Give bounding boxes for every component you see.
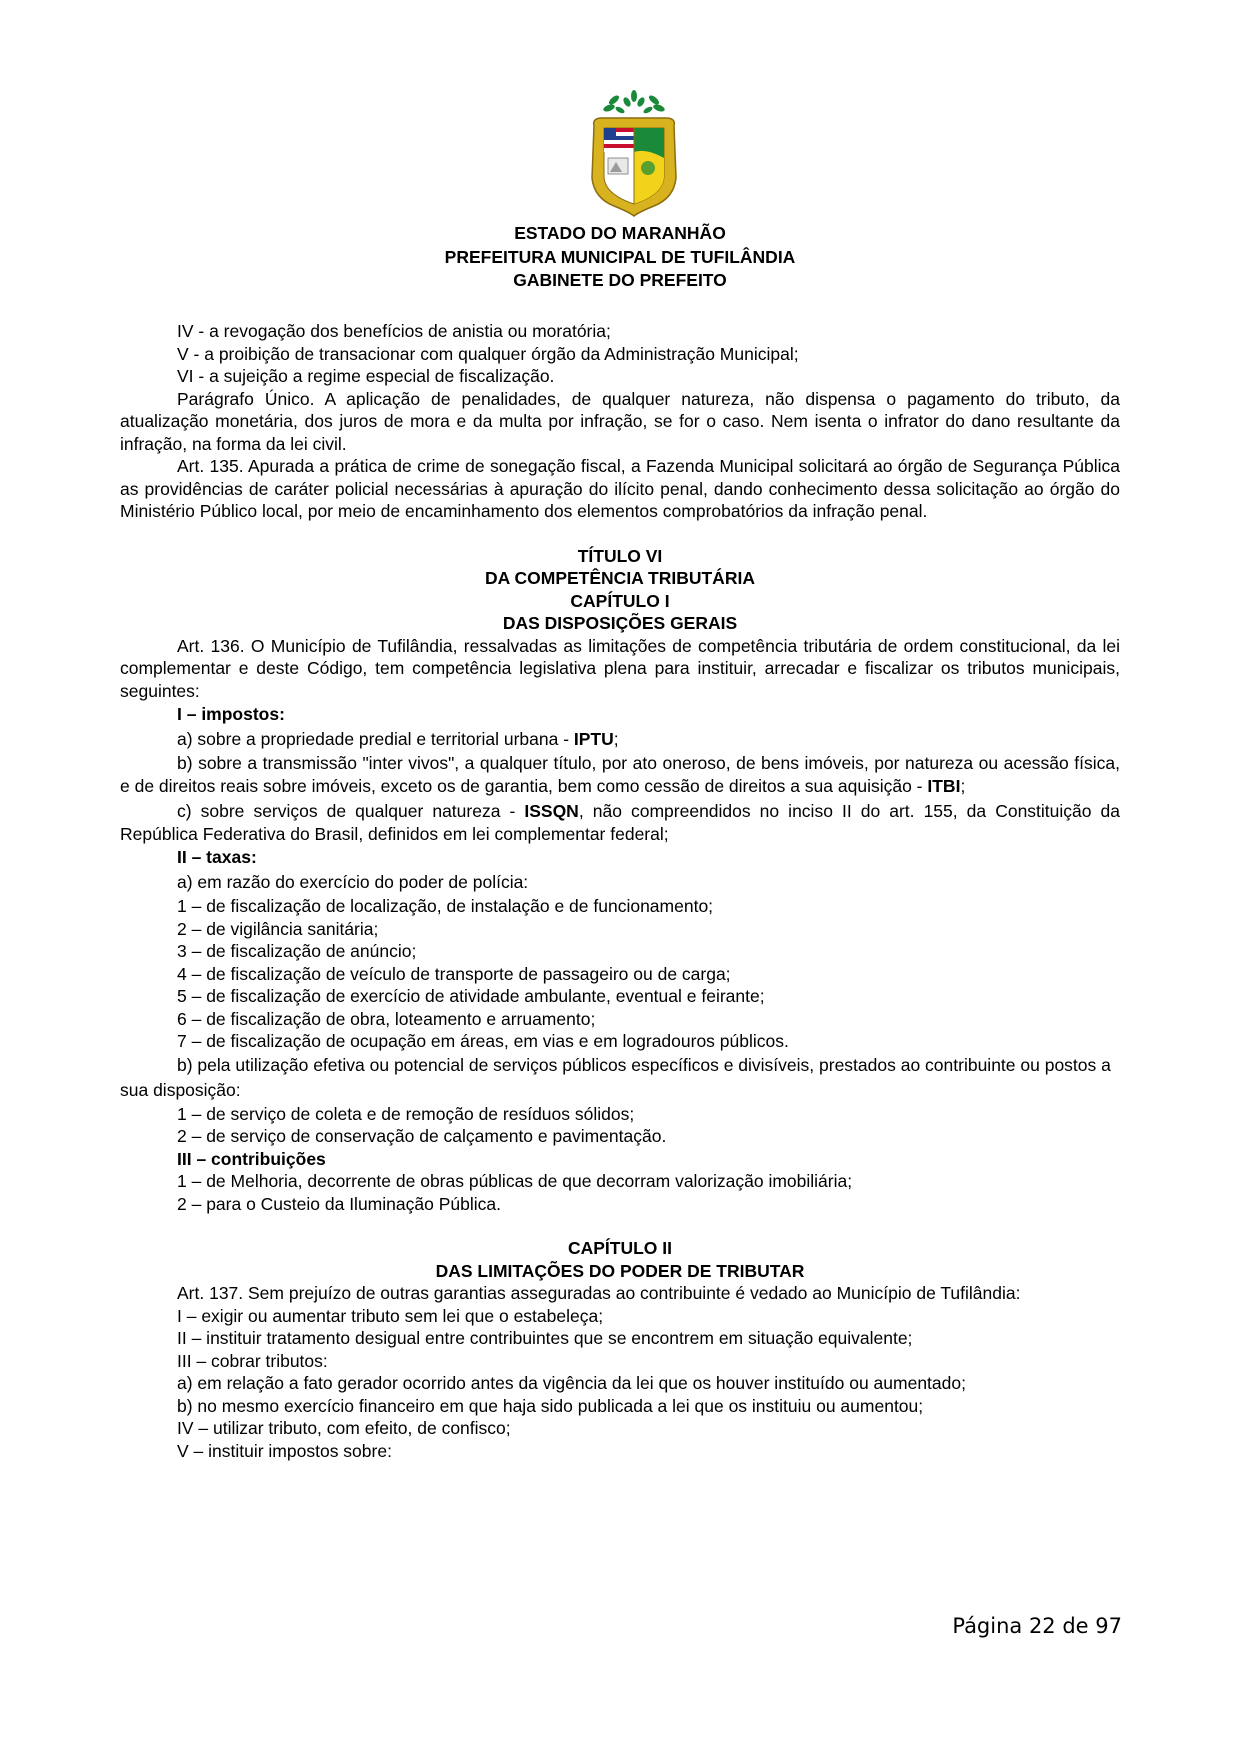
page-number: Página 22 de 97 (952, 1614, 1122, 1638)
item-issqn: c) sobre serviços de qualquer natureza - ISSQN, não compreendidos no inciso II do art. 155, da Constituição da República Federativa do Brasil, definidos em lei complementar federal; (120, 801, 1121, 844)
document-header (120, 222, 1120, 293)
limitacao-iii: III – cobrar tributos: (177, 1350, 328, 1371)
contribuicao-2: 2 – para o Custeio da Iluminação Pública. (177, 1193, 501, 1214)
article-135: Art. 135. Apurada a prática de crime de sonegação fiscal, a Fazenda Municipal solicitará ao órgão de Segurança Pública as providências de caráter policial necessárias à apuração do ilícito penal, dando conhecimento dessa solicitação ao órgão do Ministério Público local, por meio de encaminhamento dos elementos comprobatórios da infração penal. (120, 456, 1120, 521)
servico-2: 2 – de serviço de conservação de calçamento e pavimentação. (177, 1126, 667, 1146)
servico-1: 1 – de serviço de coleta e de remoção de resíduos sólidos; (177, 1103, 635, 1124)
item-v: V - a proibição de transacionar com qualquer órgão da Administração Municipal; (177, 343, 799, 364)
header-state: ESTADO DO MARANHÃO (514, 223, 726, 243)
document-body (120, 320, 1120, 1462)
item-iptu: a) sobre a propriedade predial e territorial urbana - IPTU; (177, 729, 619, 749)
taxa-b: b) pela utilização efetiva ou potencial de serviços públicos específicos e divisíveis, prestados ao contribuinte ou postos a sua disposição: (120, 1054, 1111, 1100)
title-vi: TÍTULO VI (577, 545, 663, 566)
limitacao-iii-b: b) no mesmo exercício financeiro em que haja sido publicada a lei que os instituiu ou aumentou; (177, 1395, 924, 1416)
header-office: GABINETE DO PREFEITO (513, 270, 727, 290)
taxa-1: 1 – de fiscalização de localização, de instalação e de funcionamento; (177, 896, 714, 916)
item-impostos: I – impostos: (177, 704, 285, 724)
limitacao-v: V – instituir impostos sobre: (177, 1440, 392, 1461)
item-iv: IV - a revogação dos benefícios de anistia ou moratória; (177, 321, 611, 341)
taxa-a: a) em razão do exercício do poder de polícia: (177, 872, 529, 892)
taxa-5: 5 – de fiscalização de exercício de atividade ambulante, eventual e feirante; (177, 986, 765, 1006)
contribuicao-1: 1 – de Melhoria, decorrente de obras públicas de que decorram valorização imobiliária; (177, 1171, 853, 1191)
item-itbi: b) sobre a transmissão "inter vivos", a qualquer título, por ato oneroso, de bens imóveis, por natureza ou acessão física, e de direitos reais sobre imóveis, exceto os de garantia, bem como cessão de direitos a sua aquisição - ITBI; (120, 753, 1120, 796)
chapter-ii: CAPÍTULO II (567, 1238, 673, 1258)
taxa-3: 3 – de fiscalização de anúncio; (177, 941, 417, 961)
chapter-ii-title: DAS LIMITAÇÕES DO PODER DE TRIBUTAR (435, 1260, 805, 1281)
paragrafo-unico: Parágrafo Único. A aplicação de penalidades, de qualquer natureza, não dispensa o pagamento do tributo, da atualização monetária, dos juros de mora e da multa por infração, se for o caso. Nem isenta o infrator do dano resultante da infração, na forma da lei civil. (120, 388, 1120, 454)
chapter-i: CAPÍTULO I (570, 590, 670, 611)
limitacao-i: I – exigir ou aumentar tributo sem lei que o estabeleça; (177, 1305, 604, 1326)
taxa-2: 2 – de vigilância sanitária; (177, 918, 379, 939)
article-136: Art. 136. O Município de Tufilândia, ressalvadas as limitações de competência tributária de ordem constitucional, da lei complementar e deste Código, tem competência legislativa plena para instituir, arrecadar e fiscalizar os tributos municipais, seguintes: (120, 635, 1120, 701)
chapter-i-title: DAS DISPOSIÇÕES GERAIS (502, 613, 738, 633)
limitacao-ii: II – instituir tratamento desigual entre contribuintes que se encontrem em situação equivalente; (177, 1328, 913, 1348)
municipal-coat-of-arms-icon (584, 88, 684, 218)
taxa-7: 7 – de fiscalização de ocupação em áreas, em vias e em logradouros públicos. (177, 1031, 789, 1051)
article-137: Art. 137. Sem prejuízo de outras garantias asseguradas ao contribuinte é vedado ao Município de Tufilândia: (177, 1283, 1021, 1303)
header-prefecture: PREFEITURA MUNICIPAL DE TUFILÂNDIA (444, 246, 796, 267)
limitacao-iv: IV – utilizar tributo, com efeito, de confisco; (177, 1418, 511, 1438)
taxa-4: 4 – de fiscalização de veículo de transporte de passageiro ou de carga; (177, 963, 731, 984)
item-vi: VI - a sujeição a regime especial de fiscalização. (177, 366, 555, 386)
limitacao-iii-a: a) em relação a fato gerador ocorrido antes da vigência da lei que os houver instituído ou aumentado; (177, 1373, 966, 1393)
item-taxas: II – taxas: (177, 847, 257, 867)
taxa-6: 6 – de fiscalização de obra, loteamento e arruamento; (177, 1008, 596, 1029)
title-competencia: DA COMPETÊNCIA TRIBUTÁRIA (485, 568, 755, 588)
item-contribuicoes: III – contribuições (177, 1148, 326, 1169)
